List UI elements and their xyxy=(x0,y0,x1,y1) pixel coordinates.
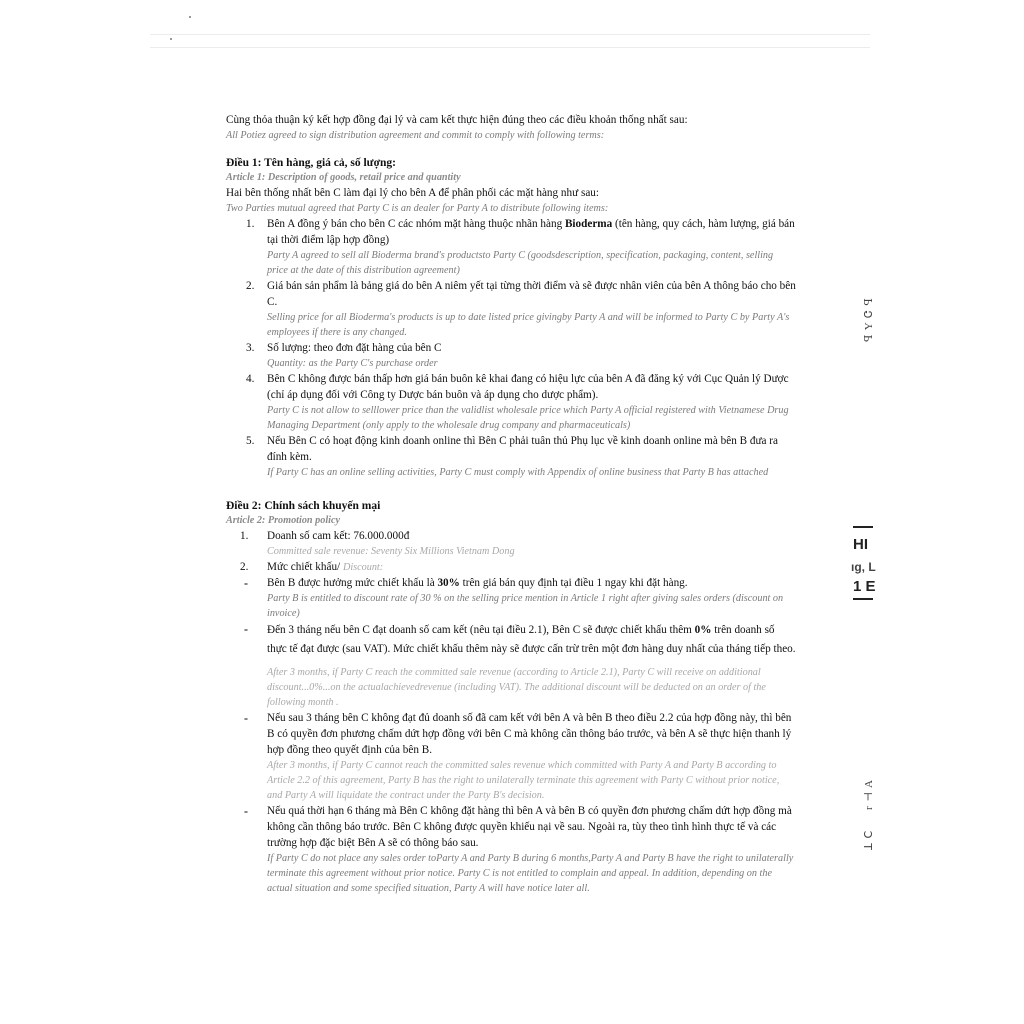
edge-fragment-hi: HI xyxy=(853,536,868,553)
item-number: 5. xyxy=(246,435,255,447)
edge-fragment-lg: ıg, L xyxy=(851,560,876,574)
edge-rule xyxy=(853,598,873,600)
item-text-vi: Mức chiết khấu/ Discount: xyxy=(267,561,384,573)
item-text-vi: Bên C không được bán thấp hơn giá bán buôn kê khai đang có hiệu lực của bên A đã đăng ký với Cục Quản lý Dược (chỉ áp dụng đối với Công ty Dược bán buôn và áp dụng cho dược phẩm). xyxy=(267,373,789,401)
bullet-text-vi: Nếu sau 3 tháng bên C không đạt đủ doanh số đã cam kết với bên A và bên B theo điều 2.2 của hợp đồng này, thì bên B có quyền đơn phương chấm dứt hợp đồng với bên C mà không cần thông báo trước, và bên A sẽ thực hiện thanh lý hợp đồng theo quyết định của bên B. xyxy=(267,712,792,756)
article2-title-en: Article 2: Promotion policy xyxy=(226,515,341,526)
item-text-vi: Bên A đồng ý bán cho bên C các nhóm mặt hàng thuộc nhãn hàng Bioderma (tên hàng, quy cách, hàm lượng, giá bán tại thời điểm lập hợp đồng) xyxy=(267,218,795,246)
bullet-dash: - xyxy=(244,576,248,590)
article2-bullet-3 xyxy=(226,710,796,803)
item-text-vi: Nếu Bên C có hoạt động kinh doanh online thì Bên C phải tuân thủ Phụ lục về kinh doanh online mà bên B đưa ra đính kèm. xyxy=(267,435,778,463)
bullet-text-en: After 3 months, if Party C cannot reach the committed sales revenue which committed with Party A and Party B according to Article 2.2 of this agreement, Party B has the right to unilaterally terminate this agreement with Party C without prior notice, and Party A will liquidate the contract under the Party B's decision. xyxy=(267,760,780,801)
item-number: 4. xyxy=(246,373,255,385)
item-number: 2. xyxy=(240,561,249,573)
article1-item-3 xyxy=(226,340,796,371)
item-number: 1. xyxy=(240,530,249,542)
bullet-dash: - xyxy=(244,622,248,636)
scan-speck xyxy=(170,38,172,40)
item-number: 2. xyxy=(246,280,255,292)
article2-bullet-1 xyxy=(226,575,796,621)
scan-artifact-line xyxy=(150,34,870,35)
additional-discount-rate: 0% xyxy=(694,624,712,636)
bullet-text-en: If Party C do not place any sales order toParty A and Party B during 6 months,Party A and Party B have the right to unilaterally terminate this agreement without prior notice. Party C is not entitled to complain and appeal. In addition, depending on the actual situation and some specified situation, Party A will have notice later all. xyxy=(267,853,794,894)
bullet-text-vi: Đến 3 tháng nếu bên C đạt doanh số cam kết (nêu tại điều 2.1), Bên C sẽ được chiết khấu thêm 0% trên doanh số thực tế đạt được (sau VAT). Mức chiết khấu thêm này sẽ được cấn trừ trên một đơn hàng duy nhất của tháng tiếp theo. xyxy=(267,624,796,655)
intro-en: All Potiez agreed to sign distribution agreement and commit to comply with following terms: xyxy=(226,130,605,141)
item-text-en: Party A agreed to sell all Bioderma brand's productsto Party C (goodsdescription, specification, packaging, content, selling price at the date of this distribution agreement) xyxy=(267,250,774,276)
intro-vi: Cùng thỏa thuận ký kết hợp đồng đại lý và cam kết thực hiện đúng theo các điều khoản thống nhất sau: xyxy=(226,114,688,126)
discount-rate: 30% xyxy=(437,577,460,589)
brand-name: Bioderma xyxy=(564,218,613,230)
contract-body xyxy=(226,112,796,896)
item-text-en: Quantity: as the Party C's purchase order xyxy=(267,358,438,369)
bullet-text-vi: Bên B được hưởng mức chiết khấu là 30% trên giá bán quy định tại điều 1 ngay khi đặt hàng. xyxy=(267,577,688,589)
article2-bullet-2 xyxy=(226,621,796,710)
article2-bullet-4 xyxy=(226,803,796,896)
article1-item-1 xyxy=(226,216,796,278)
bullet-text-vi: Nếu quá thời hạn 6 tháng mà Bên C không đặt hàng thì bên A và bên B có quyền đơn phương chấm dứt hợp đồng mà không cần thông báo trước. Bên C không được quyền khiếu nại về sau. Ngoài ra, tùy theo tình hình thực tế và các trường hợp đặc biệt Bên A sẽ có thông báo sau. xyxy=(267,805,792,849)
scan-speck xyxy=(189,16,191,18)
edge-rule xyxy=(853,526,873,528)
article1-title: Điều 1: Tên hàng, giá cả, số lượng: xyxy=(226,157,396,169)
article1-lead-en: Two Parties mutual agreed that Party C is an dealer for Party A to distribute following items: xyxy=(226,203,609,214)
article1-lead: Hai bên thống nhất bên C làm đại lý cho bên A để phân phối các mặt hàng như sau: xyxy=(226,187,599,199)
item-text-vi: Doanh số cam kết: 76.000.000đ xyxy=(267,530,410,542)
item-text-en: Party C is not allow to selllower price than the validlist wholesale price which Party A official registered with Vietnamese Drug Managing Department (only apply to the wholesale drug company and pharmaceuticals) xyxy=(267,405,789,431)
edge-fragment-1e: 1 E xyxy=(853,578,876,595)
bullet-text-en: After 3 months, if Party C reach the committed sale revenue (according to Article 2.1), Party C will receive on additional discount...0%...on the actualachievedrevenue (including VAT). The additional discount will be deducted on an order of the following month . xyxy=(267,667,766,708)
article1-item-2 xyxy=(226,278,796,340)
article1-item-4 xyxy=(226,371,796,433)
article1-title-en: Article 1: Description of goods, retail price and quantity xyxy=(226,172,461,183)
item-text-vi: Số lượng: theo đơn đặt hàng của bên C xyxy=(267,342,442,354)
item-text-vi: Giá bán sản phẩm là bảng giá do bên A niêm yết tại từng thời điểm và sẽ được nhân viên của bên A thông báo cho bên C. xyxy=(267,280,796,308)
edge-vertical-marks: r ⊣ A xyxy=(863,779,875,810)
item-number: 3. xyxy=(246,342,255,354)
article2-title: Điều 2: Chính sách khuyến mại xyxy=(226,500,381,512)
scan-artifact-line xyxy=(150,47,870,48)
bullet-dash: - xyxy=(244,804,248,818)
edge-vertical-fragment: ꓕ ꓚ xyxy=(863,829,875,850)
bullet-text-en: Party B is entitled to discount rate of 30 % on the selling price mention in Article 1 right after giving sales orders (discount on invoice) xyxy=(267,593,784,619)
item-text-en: If Party C has an online selling activities, Party C must comply with Appendix of online business that Party B has attached xyxy=(267,467,769,478)
bullet-dash: - xyxy=(244,711,248,725)
article2-item-2 xyxy=(226,559,796,575)
item-text-en: Selling price for all Bioderma's products is up to date listed price givingby Party A and will be informed to Party C by Party A's employees if there is any changed. xyxy=(267,312,790,338)
edge-vertical-text: ꟼ Y Ꮳ ꟼ xyxy=(863,297,875,342)
article1-item-5 xyxy=(226,433,796,480)
item-text-en: Committed sale revenue: Seventy Six Millions Vietnam Dong xyxy=(267,546,515,557)
article2-item-1 xyxy=(226,528,796,559)
item-number: 1. xyxy=(246,218,255,230)
